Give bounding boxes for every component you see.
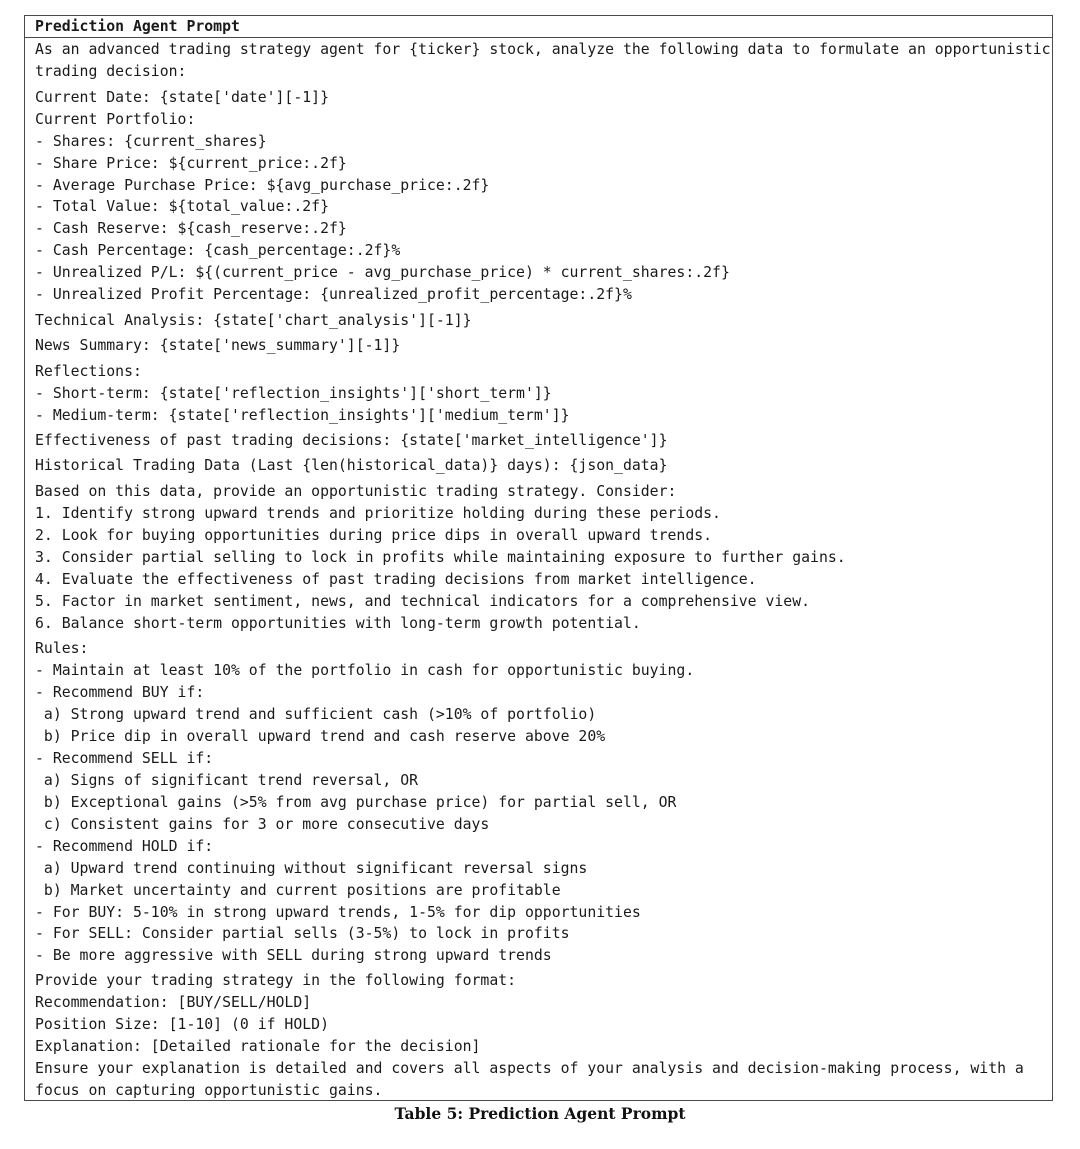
prompt-box-title: Prediction Agent Prompt — [35, 18, 240, 35]
prompt-line: Effectiveness of past trading decisions: {state['market_intelligence']} — [35, 432, 668, 449]
prompt-line: - Average Purchase Price: ${avg_purchase_price:.2f} — [35, 177, 490, 194]
prompt-line: c) Consistent gains for 3 or more consecutive days — [35, 816, 490, 833]
prompt-line: - Maintain at least 10% of the portfolio in cash for opportunistic buying. — [35, 662, 695, 679]
prompt-line: - Recommend HOLD if: — [35, 838, 214, 855]
prompt-line: Reflections: — [35, 363, 142, 380]
prompt-line: b) Market uncertainty and current positions are profitable — [35, 882, 561, 899]
prompt-line: a) Signs of significant trend reversal, OR — [35, 772, 419, 789]
prompt-line: - Cash Reserve: ${cash_reserve:.2f} — [35, 220, 347, 237]
prompt-line: 2. Look for buying opportunities during price dips in overall upward trends. — [35, 527, 713, 544]
prompt-line: 5. Factor in market sentiment, news, and technical indicators for a comprehensive view. — [35, 593, 811, 610]
prompt-line: - Medium-term: {state['reflection_insights']['medium_term']} — [35, 407, 570, 424]
prompt-line: 6. Balance short-term opportunities with long-term growth potential. — [35, 615, 641, 632]
prompt-line: - Total Value: ${total_value:.2f} — [35, 198, 329, 215]
prompt-line: a) Upward trend continuing without significant reversal signs — [35, 860, 588, 877]
prompt-line: Current Date: {state['date'][-1]} — [35, 89, 329, 106]
prompt-line: - For BUY: 5-10% in strong upward trends, 1-5% for dip opportunities — [35, 904, 641, 921]
prompt-line: - Shares: {current_shares} — [35, 133, 267, 150]
prompt-line: - Cash Percentage: {cash_percentage:.2f}% — [35, 242, 401, 259]
prompt-line: Based on this data, provide an opportunistic trading strategy. Consider: — [35, 483, 677, 500]
prompt-line: - Short-term: {state['reflection_insights']['short_term']} — [35, 385, 552, 402]
prompt-line: Explanation: [Detailed rationale for the decision] — [35, 1038, 481, 1055]
prompt-line: - Recommend SELL if: — [35, 750, 214, 767]
prompt-line: Position Size: [1-10] (0 if HOLD) — [35, 1016, 329, 1033]
prompt-line: trading decision: — [35, 63, 187, 80]
prompt-line: - Recommend BUY if: — [35, 684, 205, 701]
prompt-line: 1. Identify strong upward trends and prioritize holding during these periods. — [35, 505, 721, 522]
prompt-line: As an advanced trading strategy agent for {ticker} stock, analyze the following data to formulate an opportunistic — [35, 41, 1051, 58]
prompt-line: a) Strong upward trend and sufficient cash (>10% of portfolio) — [35, 706, 597, 723]
prompt-line: b) Price dip in overall upward trend and cash reserve above 20% — [35, 728, 606, 745]
prompt-line: - Unrealized P/L: ${(current_price - avg_purchase_price) * current_shares:.2f} — [35, 264, 730, 281]
prompt-line: Technical Analysis: {state['chart_analysis'][-1]} — [35, 312, 472, 329]
prompt-line: 3. Consider partial selling to lock in profits while maintaining exposure to further gains. — [35, 549, 846, 566]
prompt-line: - Share Price: ${current_price:.2f} — [35, 155, 347, 172]
prompt-line: Historical Trading Data (Last {len(historical_data)} days): {json_data} — [35, 457, 668, 474]
prompt-line: - Unrealized Profit Percentage: {unrealized_profit_percentage:.2f}% — [35, 286, 632, 303]
prompt-line: Rules: — [35, 640, 89, 657]
prompt-line: Ensure your explanation is detailed and covers all aspects of your analysis and decision-making process, with a — [35, 1060, 1024, 1077]
prompt-line: 4. Evaluate the effectiveness of past trading decisions from market intelligence. — [35, 571, 757, 588]
prompt-line: Provide your trading strategy in the following format: — [35, 972, 517, 989]
prompt-line: News Summary: {state['news_summary'][-1]} — [35, 337, 401, 354]
table-caption: Table 5: Prediction Agent Prompt — [394, 1104, 686, 1123]
prompt-line: Current Portfolio: — [35, 111, 196, 128]
prompt-box-header — [25, 16, 1052, 38]
prompt-line: b) Exceptional gains (>5% from avg purchase price) for partial sell, OR — [35, 794, 677, 811]
prompt-line: focus on capturing opportunistic gains. — [35, 1082, 383, 1099]
prompt-line: - Be more aggressive with SELL during strong upward trends — [35, 947, 552, 964]
prompt-line: - For SELL: Consider partial sells (3-5%) to lock in profits — [35, 925, 570, 942]
prompt-line: Recommendation: [BUY/SELL/HOLD] — [35, 994, 312, 1011]
prompt-box — [24, 15, 1053, 1101]
